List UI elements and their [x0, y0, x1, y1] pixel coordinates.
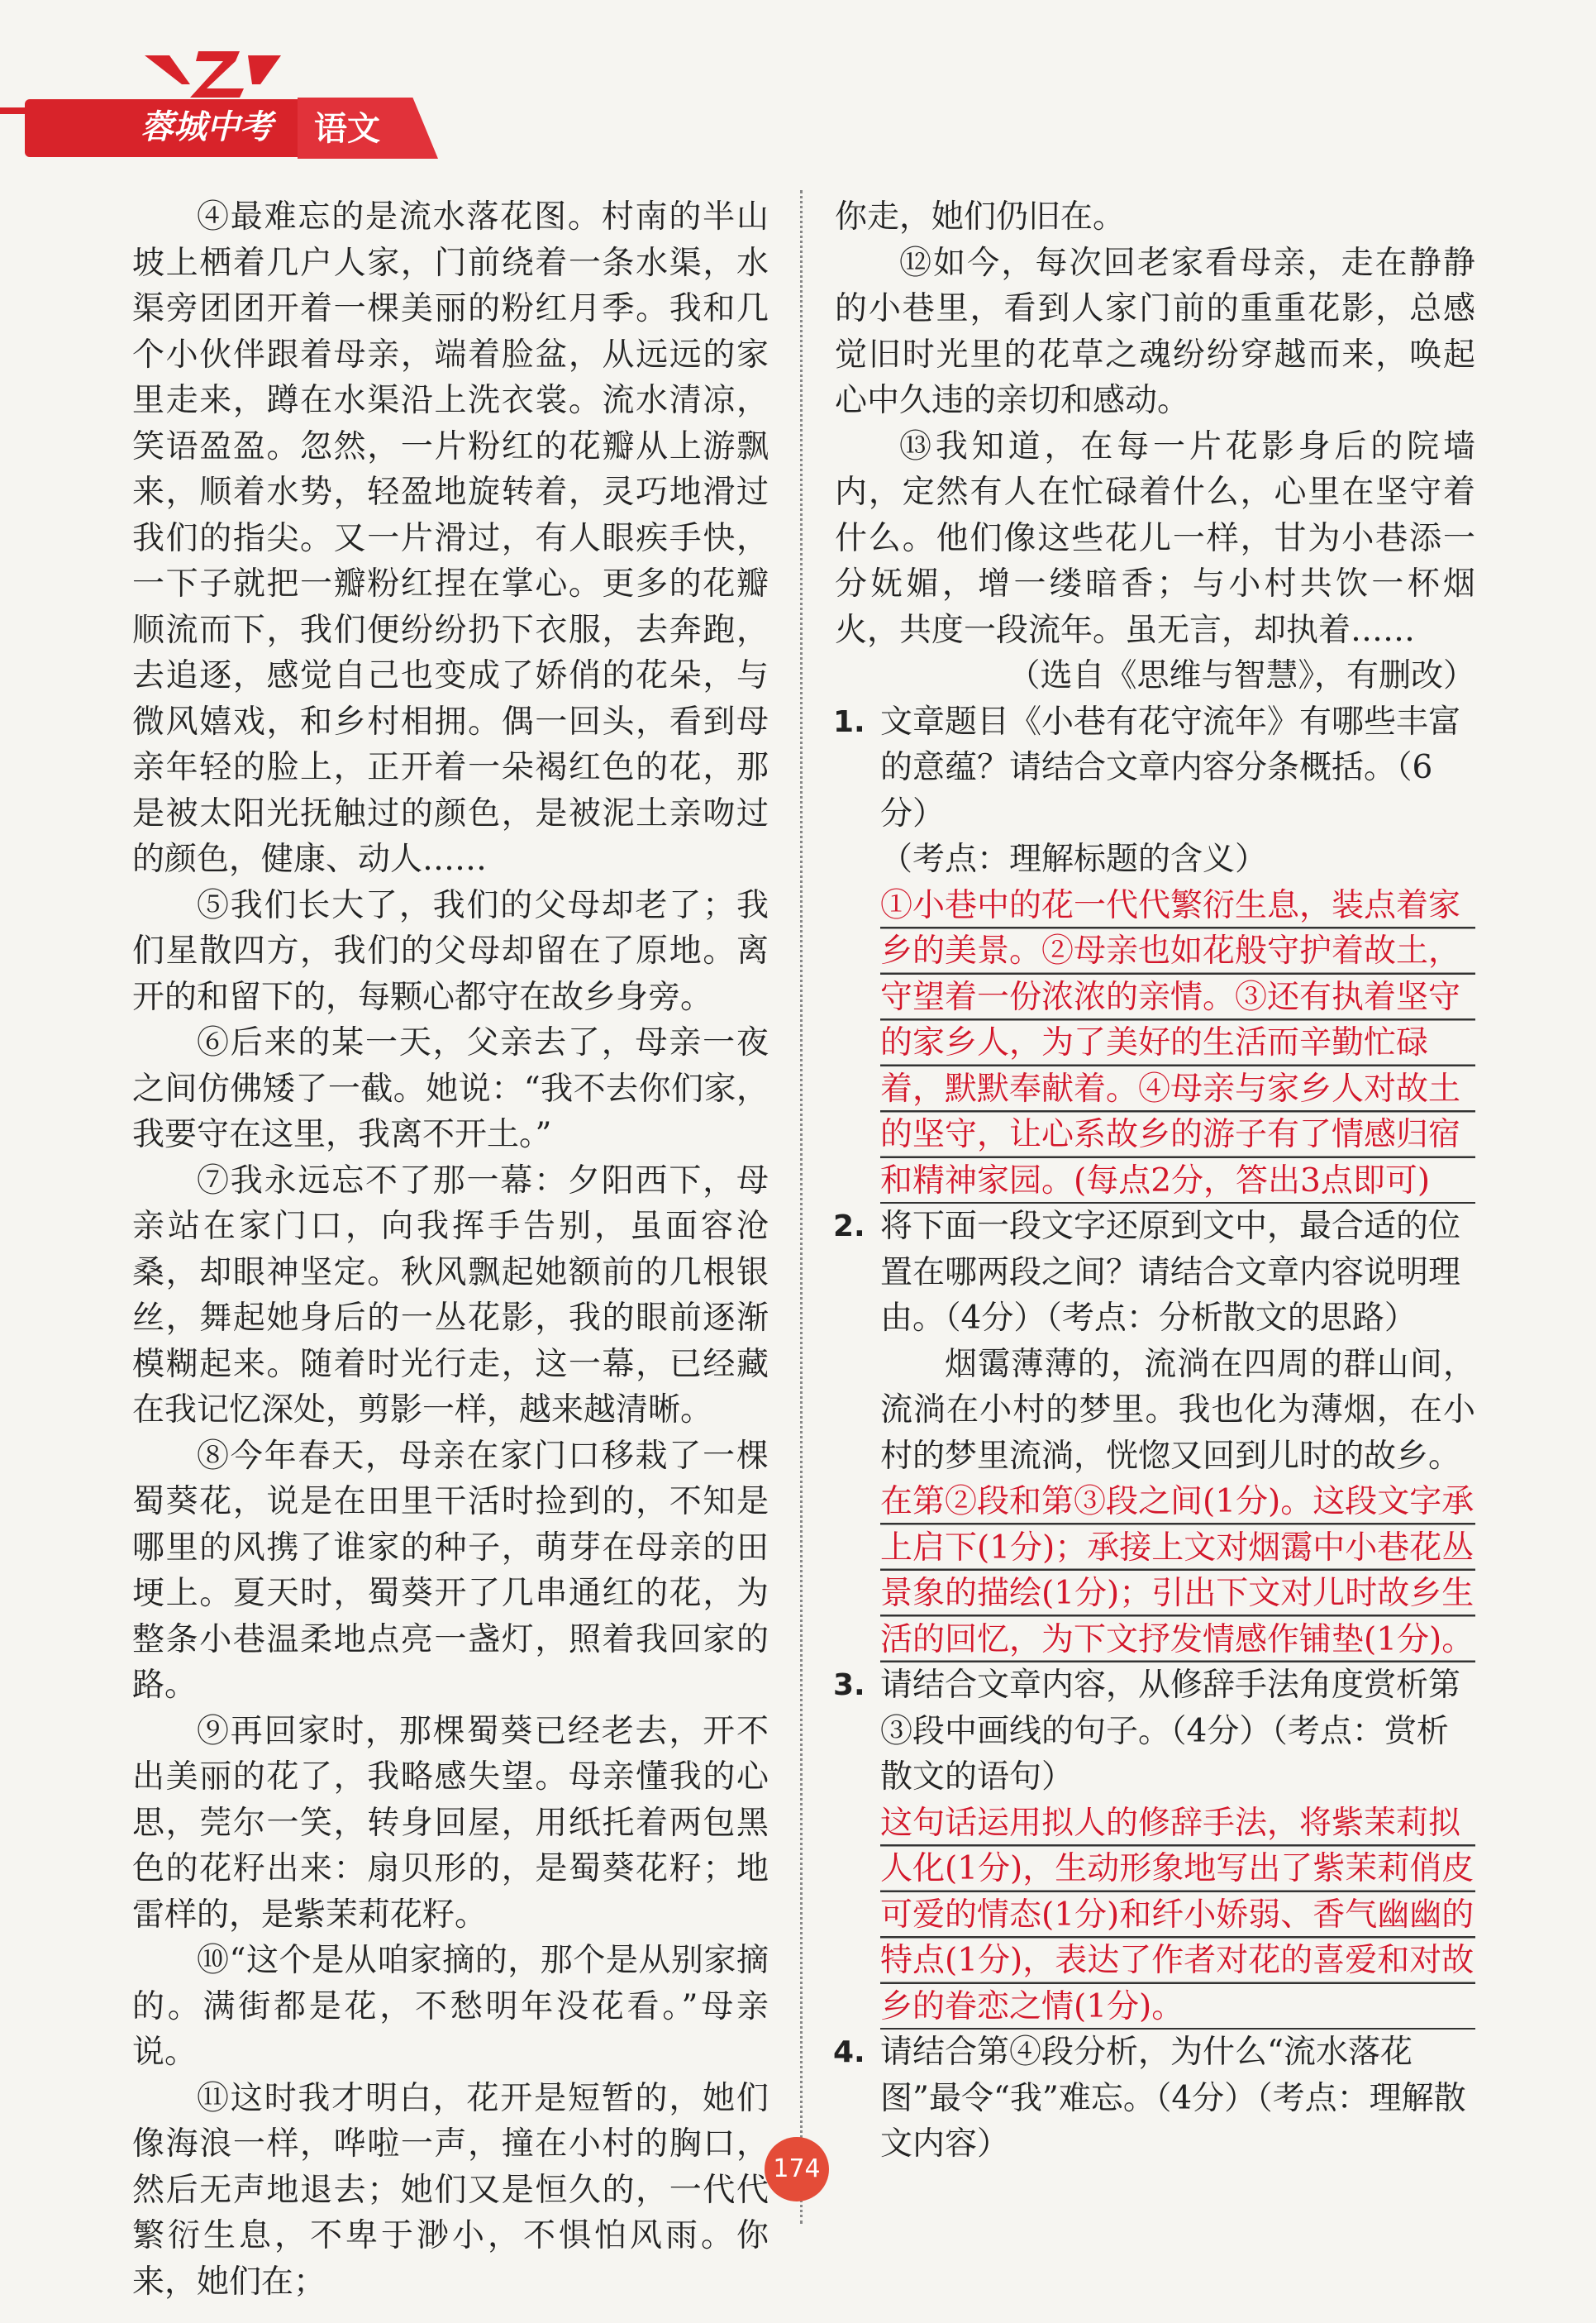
paragraph-7: ⑦我永远忘不了那一幕：夕阳西下，母亲站在家门口，向我挥手告别，虽面容沧桑，却眼神坚定。秋风飘起她额前的几根银丝，舞起她身后的一丛花影，我的眼前逐渐模糊起来。随着时光行走，这一幕，已经藏在我记忆深处，剪影一样，越来越清晰。: [132, 1162, 769, 1429]
answer-text: ①小巷中的花一代代繁衍生息，装点着家乡的美景。②母亲也如花般守护着故土，守望着一份浓浓的亲情。③还有执着坚守的家乡人，为了美好的生活而辛勤忙碌着，默默奉献着。④母亲与家乡人对故土的坚守，让心系故乡的游子有了情感归宿和精神家园。(每点2分，答出3点即可): [880, 883, 1475, 1204]
subject-label: 语文: [314, 110, 380, 148]
paragraph-5: ⑤我们长大了，我们的父母却老了；我们星散四方，我们的父母却留在了原地。离开的和留下的，每颗心都守在故乡身旁。: [132, 886, 769, 1016]
paragraph-11-continued: 你走，她们仍旧在。: [835, 198, 1126, 236]
page-header: [0, 0, 1596, 165]
logo-text: 蓉城中考: [141, 108, 273, 146]
question-3: [835, 1662, 1475, 2030]
paragraph-9: ⑨再回家时，那棵蜀葵已经老去，开不出美丽的花了，我略感失望。母亲懂我的心思，莞尔一笑，转身回屋，用纸托着两包黑色的花籽出来：扇贝形的，是蜀葵花籽；地雷样的，是紫茉莉花籽。: [132, 1712, 769, 1934]
question-number: 3.: [833, 1668, 865, 1702]
question-number: 4.: [833, 2035, 865, 2069]
paragraph-11: ⑪这时我才明白，花开是短暂的，她们像海浪一样，哗啦一声，撞在小村的胸口，然后无声地退去；她们又是恒久的，一代代繁衍生息，不卑于渺小，不惧怕风雨。你来，她们在；: [132, 2079, 769, 2301]
logo-mark-icon: [145, 51, 285, 99]
source-note: （选自《思维与智慧》，有删改）: [1008, 657, 1475, 694]
paragraph-8: ⑧今年春天，母亲在家门口移栽了一棵蜀葵花，说是在田里干活时捡到的，不知是哪里的风携了谁家的种子，萌芽在母亲的田埂上。夏天时，蜀葵开了几串通红的花，为整条小巷温柔地点亮一盏灯，照着我回家的路。: [132, 1437, 769, 1704]
answer-text: 在第②段和第③段之间(1分)。这段文字承上启下(1分)；承接上文对烟霭中小巷花丛景象的描绘(1分)；引出下文对儿时故乡生活的回忆，为下文抒发情感作铺垫(1分)。: [880, 1479, 1475, 1662]
question-hint: （考点：理解标题的含义）: [880, 841, 1268, 878]
question-number: 2.: [833, 1209, 865, 1243]
question-number: 1.: [833, 704, 865, 739]
paragraph-12: ⑫如今，每次回老家看母亲，走在静静的小巷里，看到人家门前的重重花影，总感觉旧时光里的花草之魂纷纷穿越而来，唤起心中久违的亲切和感动。: [835, 244, 1475, 419]
question-text: 请结合文章内容，从修辞手法角度赏析第③段中画线的句子。（4分）（考点：赏析散文的语句）: [880, 1667, 1461, 1796]
question-text: 文章题目《小巷有花守流年》有哪些丰富的意蕴？请结合文章内容分条概括。（6分）: [880, 703, 1461, 832]
paragraph-6: ⑥后来的某一天，父亲去了，母亲一夜之间仿佛矮了一截。她说：“我不去你们家，我要守在这里，我离不开土。”: [132, 1024, 769, 1153]
question-4: [835, 2030, 1475, 2168]
paragraph-4: ④最难忘的是流水落花图。村南的半山坡上栖着几户人家，门前绕着一条水渠，水渠旁团团开着一棵美丽的粉红月季。我和几个小伙伴跟着母亲，端着脸盆，从远远的家里走来，蹲在水渠沿上洗衣裳。流水清凉，笑语盈盈。忽然，一片粉红的花瓣从上游飘来，顺着水势，轻盈地旋转着，灵巧地滑过我们的指尖。又一片滑过，有人眼疾手快，一下子就把一瓣粉红捏在掌心。更多的花瓣顺流而下，我们便纷纷扔下衣服，去奔跑，去追逐，感觉自己也变成了娇俏的花朵，与微风嬉戏，和乡村相拥。偶一回头，看到母亲年轻的脸上，正开着一朵褐红色的花，那是被太阳光抚触过的颜色，是被泥土亲吻过的颜色，健康、动人……: [132, 198, 769, 878]
question-1: [835, 699, 1475, 1204]
right-column: [835, 194, 1475, 2168]
question-2: [835, 1204, 1475, 1662]
paragraph-10: ⑩“这个是从咱家摘的，那个是从别家摘的。满街都是花，不愁明年没花看。”母亲说。: [132, 1942, 769, 2071]
question-text: 将下面一段文字还原到文中，最合适的位置在哪两段之间？请结合文章内容说明理由。（4分）（考点：分析散文的思路）: [880, 1208, 1461, 1337]
paragraph-13: ⑬我知道，在每一片花影身后的院墙内，定然有人在忙碌着什么，心里在坚守着什么。他们像这些花儿一样，甘为小巷添一分妩媚，增一缕暗香；与小村共饮一杯烟火，共度一段流年。虽无言，却执着……: [835, 427, 1475, 649]
page-number: 174: [765, 2137, 829, 2201]
column-divider: [800, 190, 803, 2224]
answer-text: 这句话运用拟人的修辞手法，将紫茉莉拟人化(1分)，生动形象地写出了紫茉莉俏皮可爱的情态(1分)和纤小娇弱、香气幽幽的特点(1分)，表达了作者对花的喜爱和对故乡的眷恋之情(1分)。: [880, 1801, 1475, 2030]
left-column: [132, 194, 769, 2305]
question-quote: 烟霭薄薄的，流淌在四周的群山间，流淌在小村的梦里。我也化为薄烟，在小村的梦里流淌，恍惚又回到儿时的故乡。: [880, 1345, 1475, 1475]
question-text: 请结合第④段分析，为什么“流水落花图”最令“我”难忘。（4分）（考点：理解散文内容）: [880, 2034, 1466, 2163]
